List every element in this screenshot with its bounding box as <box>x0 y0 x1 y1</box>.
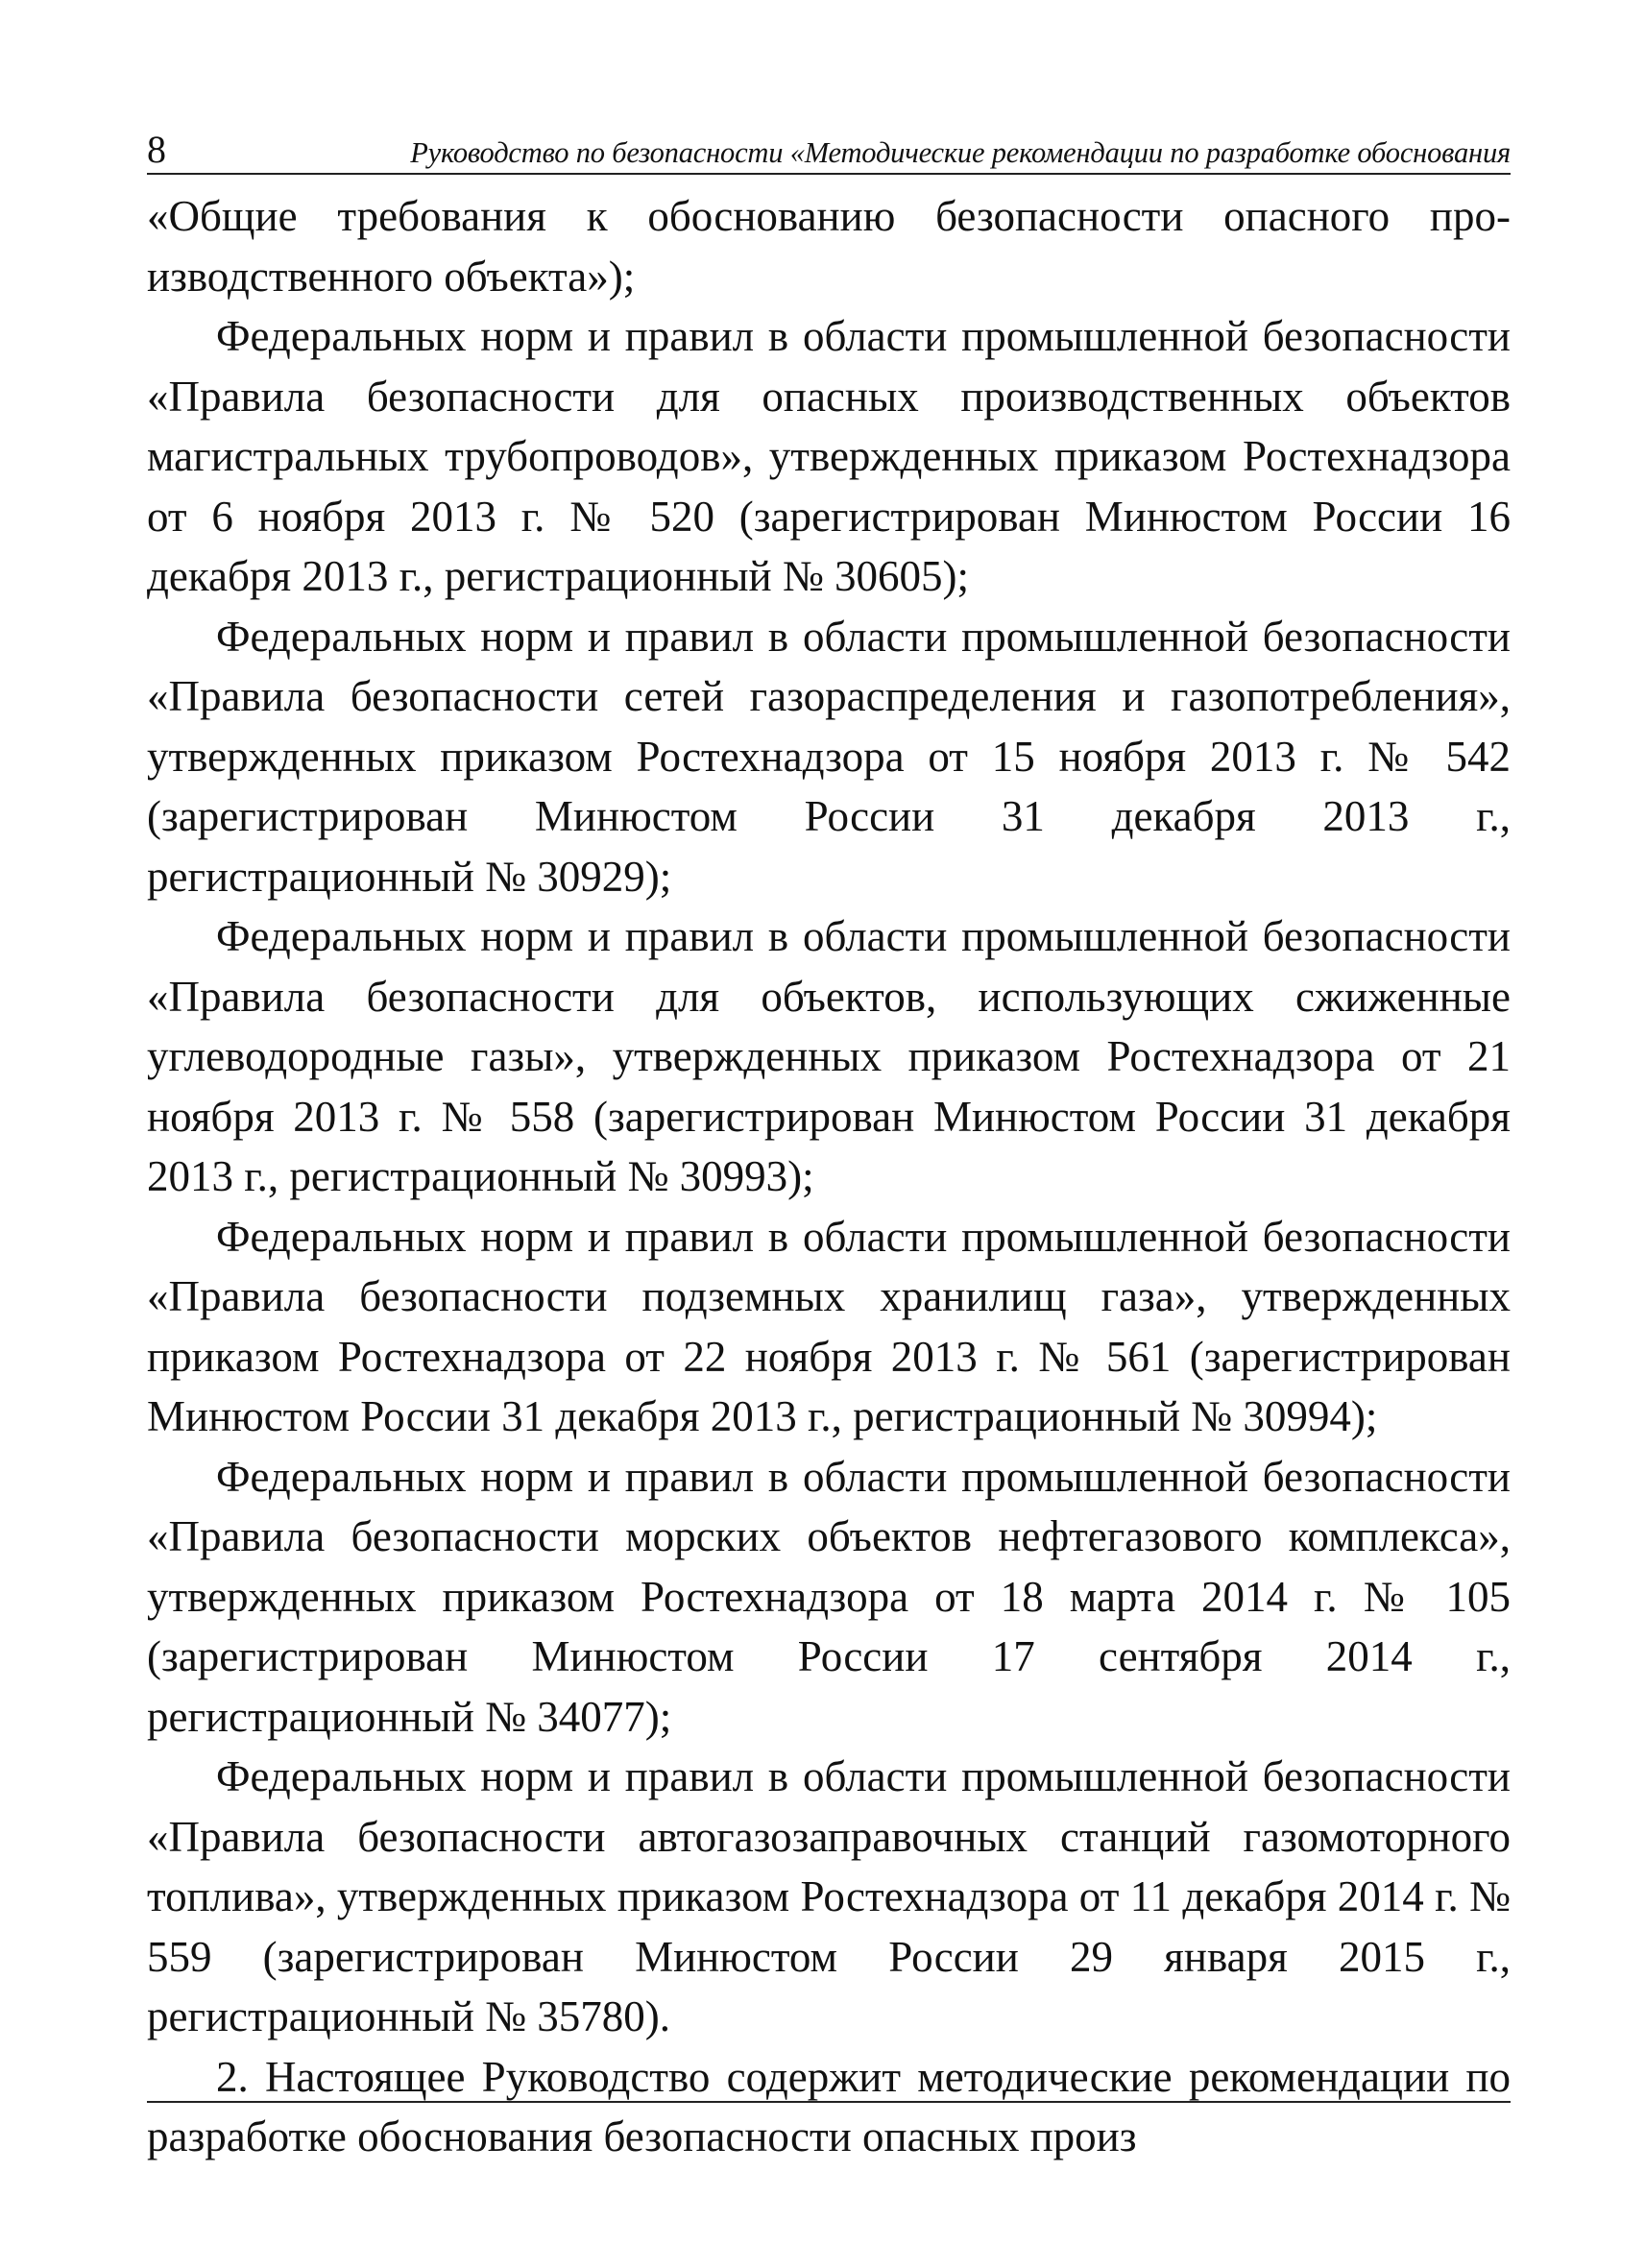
paragraph-3: Федеральных норм и правил в области промышленной безопасности «Правила безопасности сетей газораспределения и газопотребления», утвержденных приказом Ростехнадзора от 15 ноября 2013 г. № 542 (зарегистрирован Минюстом России 31 декабря 2013 г., регистрационный № 30929); <box>147 612 1511 901</box>
paragraph-7: Федеральных норм и правил в области промышленной безопасности «Правила безопасности автогазозаправочных станций газомоторного топлива», утвержденных приказом Ростехнадзора от 11 декабря 2014 г. № 559 (зарегистрирован Минюстом России 29 января 2015 г., регистрационный № 35780). <box>147 1752 1511 2040</box>
running-title: Руководство по безопасности «Методические рекомендации по разработке обоснования <box>410 135 1511 169</box>
footer-rule <box>147 2101 1511 2103</box>
paragraph-8: 2. Настоящее Руководство содержит методические рекомендации по разработке обоснования безопасности опасных произ <box>147 2052 1511 2160</box>
paragraph-2: Федеральных норм и правил в области промышленной безопасности «Правила безопасности для опасных производственных объектов магистральных трубопроводов», утвержденных приказом Ростехнадзора от 6 ноября 2013 г. № 520 (зарегистрирован Минюстом России 16 декабря 2013 г., регистрационный № 30605); <box>147 312 1511 600</box>
document-page <box>147 113 1511 2167</box>
paragraph-4: Федеральных норм и правил в области промышленной безопасности «Правила безопасности для объектов, использующих сжиженные углеводородные газы», утвержденных приказом Ростехнадзора от 21 ноября 2013 г. № 558 (зарегистрирован Минюстом России 31 декабря 2013 г., регистрационный № 30993); <box>147 912 1511 1200</box>
paragraph-6: Федеральных норм и правил в области промышленной безопасности «Правила безопасности морских объектов нефтегазового комплекса», утвержденных приказом Ростехнадзора от 18 марта 2014 г. № 105 (зарегистрирован Минюстом России 17 сентября 2014 г., регистрационный № 34077); <box>147 1452 1511 1741</box>
page-number: 8 <box>147 128 166 171</box>
running-header <box>147 113 1511 175</box>
paragraph-5: Федеральных норм и правил в области промышленной безопасности «Правила безопасности подземных хранилищ газа», утвержденных приказом Ростехнадзора от 22 ноября 2013 г. № 561 (зарегистрирован Минюстом России 31 декабря 2013 г., регистрационный № 30994); <box>147 1212 1511 1440</box>
paragraph-1: «Общие требования к обоснованию безопасности опасного производственного объекта»); <box>147 192 1511 301</box>
body-text <box>147 186 1511 2167</box>
